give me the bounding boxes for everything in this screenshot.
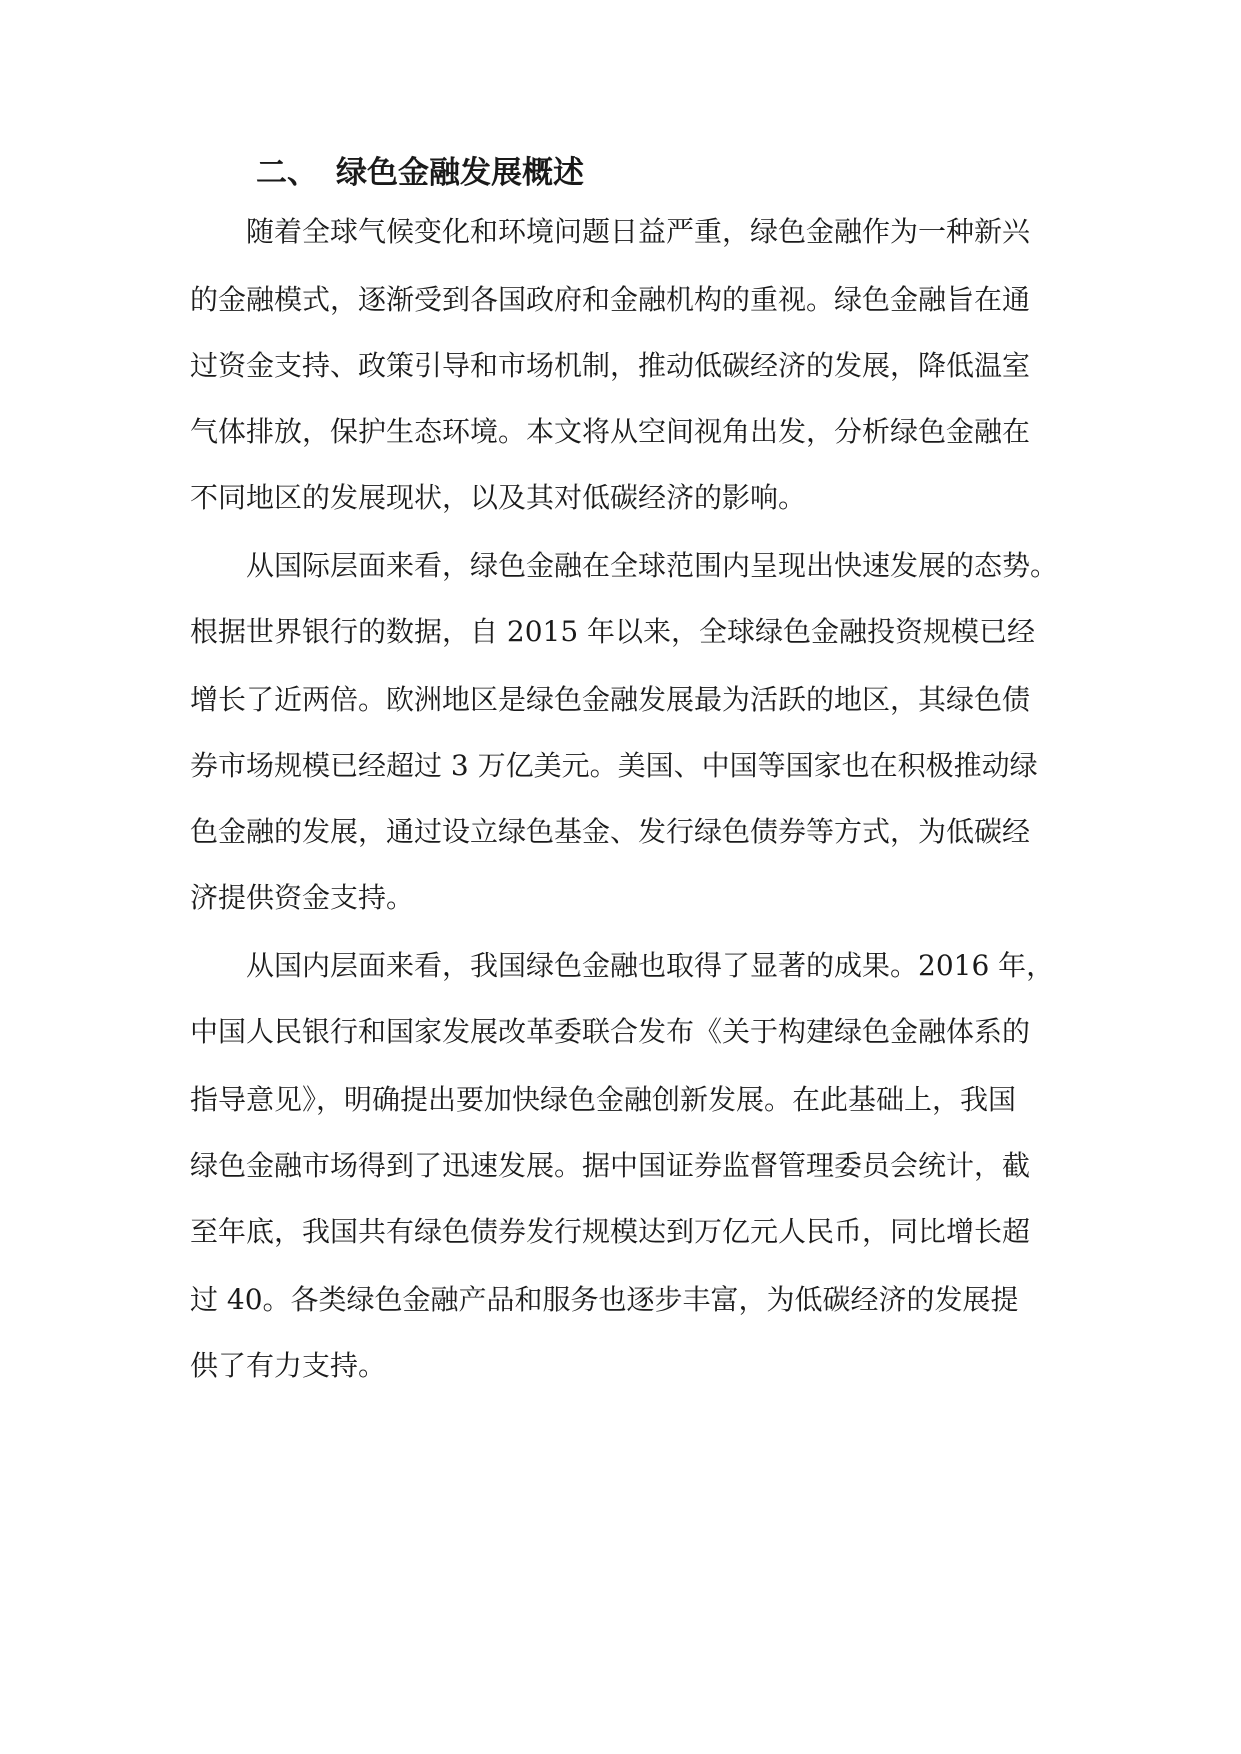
- paragraph-line: 供了有力支持。: [190, 1349, 387, 1382]
- paragraph-line: 随着全球气候变化和环境问题日益严重，绿色金融作为一种新兴: [246, 215, 1031, 248]
- paragraph-line: 券市场规模已经超过 3 万亿美元。美国、中国等国家也在积极推动绿: [190, 749, 1038, 782]
- section-title: 绿色金融发展概述: [336, 155, 584, 191]
- paragraph-line: 指导意见》，明确提出要加快绿色金融创新发展。在此基础上，我国: [190, 1083, 1017, 1116]
- paragraph-line: 绿色金融市场得到了迅速发展。据中国证券监督管理委员会统计，截: [190, 1149, 1031, 1182]
- section-number: 二、: [256, 155, 318, 191]
- paragraph-line: 增长了近两倍。欧洲地区是绿色金融发展最为活跃的地区，其绿色债: [190, 683, 1031, 716]
- paragraph-line: 色金融的发展，通过设立绿色基金、发行绿色债券等方式，为低碳经: [190, 815, 1031, 848]
- paragraph-line: 过 40。各类绿色金融产品和服务也逐步丰富，为低碳经济的发展提: [190, 1283, 1019, 1316]
- paragraph-line: 从国内层面来看，我国绿色金融也取得了显著的成果。2016 年，: [246, 949, 1055, 982]
- paragraph-line: 济提供资金支持。: [190, 881, 415, 914]
- paragraph-line: 过资金支持、政策引导和市场机制，推动低碳经济的发展，降低温室: [190, 349, 1031, 382]
- paragraph-line: 的金融模式，逐渐受到各国政府和金融机构的重视。绿色金融旨在通: [190, 283, 1031, 316]
- paragraph-line: 至年底，我国共有绿色债券发行规模达到万亿元人民币，同比增长超: [190, 1215, 1031, 1248]
- paragraph-line: 气体排放，保护生态环境。本文将从空间视角出发，分析绿色金融在: [190, 415, 1031, 448]
- section-heading: [256, 150, 584, 196]
- paragraph-line: 根据世界银行的数据，自 2015 年以来，全球绿色金融投资规模已经: [190, 615, 1036, 648]
- paragraph-line: 从国际层面来看，绿色金融在全球范围内呈现出快速发展的态势。: [246, 549, 1059, 582]
- paragraph-line: 中国人民银行和国家发展改革委联合发布《关于构建绿色金融体系的: [190, 1015, 1031, 1048]
- paragraph-line: 不同地区的发展现状，以及其对低碳经济的影响。: [190, 481, 807, 514]
